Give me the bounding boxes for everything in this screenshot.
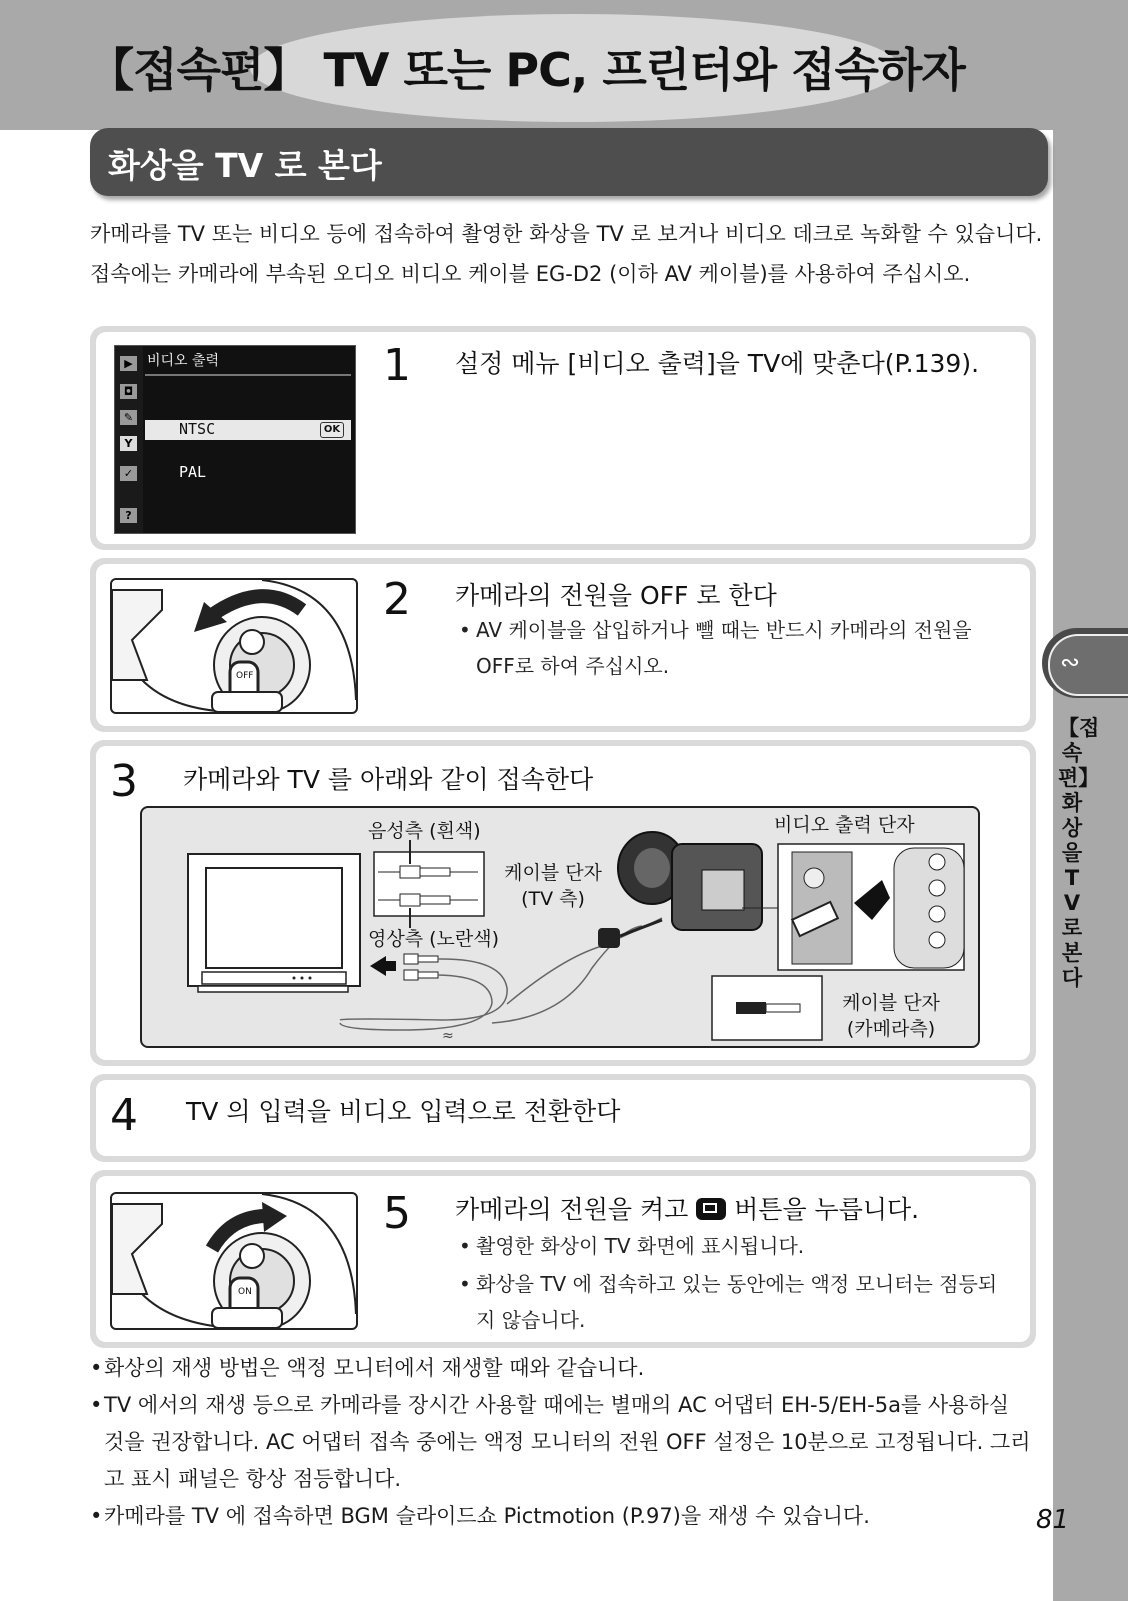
pencil-icon: ✎: [120, 410, 137, 425]
help-icon: ?: [120, 508, 137, 523]
camera-terminal-label-1: 케이블 단자: [842, 992, 940, 1014]
step-1-number: 1: [383, 340, 411, 391]
tv-terminal-label-2: (TV 측): [521, 888, 585, 910]
lcd-option-ntsc: NTSC: [179, 420, 216, 438]
step-5-bullet-2: 화상을 TV 에 접속하고 있는 동안에는 액정 모니터는 점등되지 않습니다.: [476, 1272, 998, 1332]
on-label: ON: [238, 1287, 252, 1297]
lcd-menu-screenshot: [114, 345, 356, 534]
retouch-icon: ✓: [120, 466, 137, 481]
step-3-number: 3: [110, 756, 138, 807]
step-2-number: 2: [383, 574, 411, 625]
ok-icon: OK: [320, 422, 344, 438]
step-1-title: 설정 메뉴 [비디오 출력]을 TV에 맞춘다(P.139).: [455, 349, 980, 378]
step-3-title: 카메라와 TV 를 아래와 같이 접속한다: [183, 765, 594, 794]
off-label: OFF: [236, 671, 254, 681]
power-off-illustration: [110, 578, 358, 714]
playback-button-icon: [696, 1198, 726, 1220]
connection-diagram: [140, 806, 980, 1048]
video-side-label: 영상측 (노란색): [368, 928, 499, 950]
note-3: • 카메라를 TV 에 접속하면 BGM 슬라이드쇼 Pictmotion (P.97)을 재생 수 있습니다.: [90, 1504, 870, 1528]
playback-icon: ▶: [120, 356, 137, 371]
page-title: 【접속편】 TV 또는 PC, 프린터와 접속하자: [88, 43, 965, 97]
svg-text:≈: ≈: [442, 1028, 454, 1044]
camera-terminal-label-2: (카메라측): [846, 1018, 936, 1040]
note-2: • TV 에서의 재생 등으로 카메라를 장시간 사용할 때에는 별매의 AC 어댑터 EH-5/EH-5a를 사용하실 것을 권장합니다. AC 어댑터 접속 중에는 액정 모니터의 전원 OFF 설정은 10분으로 고정됩니다. 그리고 표시 패널은 항상 점등합니다.: [90, 1393, 1031, 1491]
intro-paragraph: 카메라를 TV 또는 비디오 등에 접속하여 촬영한 화상을 TV 로 보거나 비디오 데크로 녹화할 수 있습니다. 접속에는 카메라에 부속된 오디오 비디오 케이블 EG-D2 (이하 AV 케이블)를 사용하여 주십시오.: [90, 222, 1043, 286]
step-4-title: TV 의 입력을 비디오 입력으로 전환한다: [186, 1097, 621, 1126]
lcd-option-pal: PAL: [179, 463, 207, 481]
step-5-title: 카메라의 전원을 켜고 버튼을 누릅니다.: [455, 1195, 920, 1224]
tv-terminal-label-1: 케이블 단자: [504, 862, 602, 884]
step-2-bullet: AV 케이블을 삽입하거나 뺄 때는 반드시 카메라의 전원을 OFF로 하여 주십시오.: [476, 618, 972, 678]
camera-icon: ◘: [120, 384, 137, 399]
step-4-number: 4: [110, 1090, 138, 1141]
step-2-title: 카메라의 전원을 OFF 로 한다: [455, 581, 777, 610]
note-1: • 화상의 재생 방법은 액정 모니터에서 재생할 때와 같습니다.: [90, 1356, 645, 1380]
connection-icon: ∾: [1060, 648, 1081, 676]
power-on-illustration: [110, 1192, 358, 1330]
step-5-number: 5: [383, 1188, 411, 1239]
section-title: 화상을 TV 로 본다: [108, 146, 382, 185]
video-out-label: 비디오 출력 단자: [774, 814, 915, 836]
lcd-title: 비디오 출력: [147, 353, 220, 369]
page-number: 81: [1036, 1505, 1070, 1535]
side-tab-label: 【접속편】화상을 TV 로 본다: [1058, 716, 1100, 990]
step-5-bullet-1: 촬영한 화상이 TV 화면에 표시됩니다.: [476, 1234, 805, 1258]
wrench-icon: Y: [120, 436, 137, 451]
audio-side-label: 음성측 (흰색): [368, 820, 481, 842]
